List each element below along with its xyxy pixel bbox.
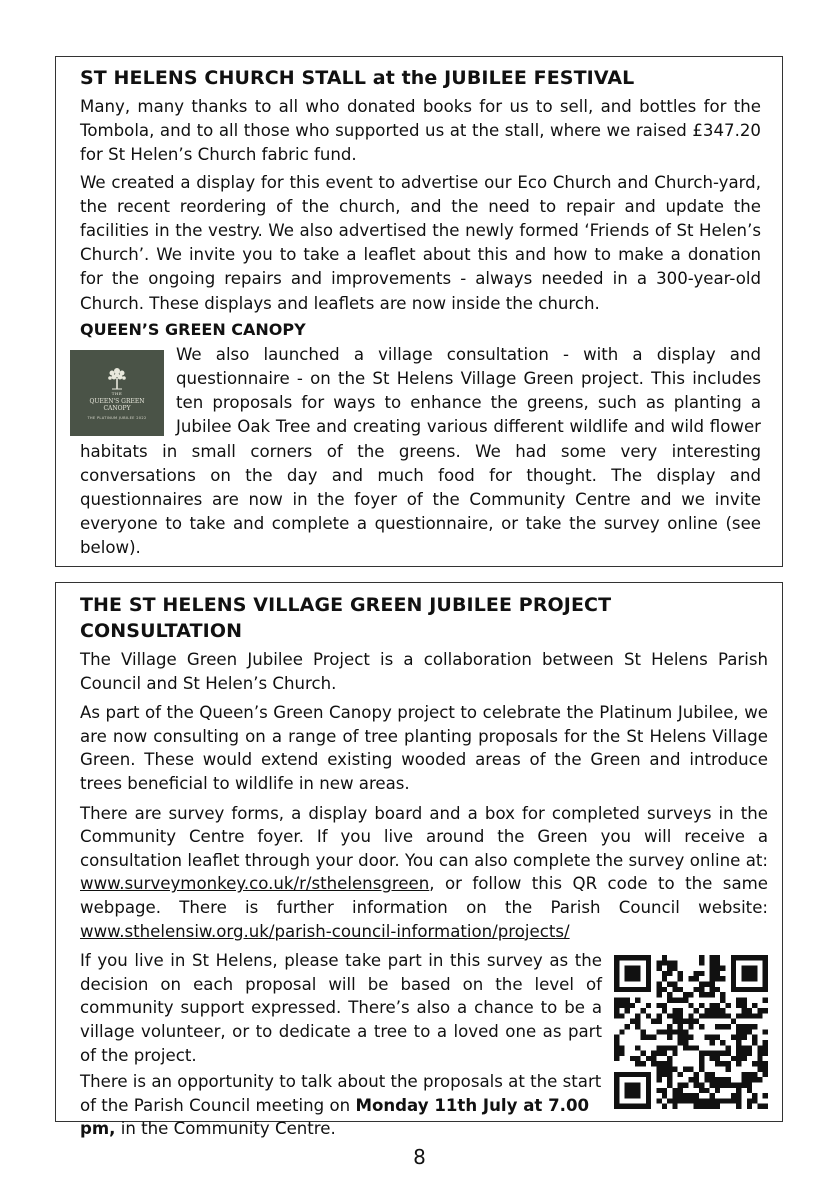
survey-text-b: , or follow this QR code to the same webpage. There is further information on the Parish Council website: <box>80 874 768 917</box>
article-title: THE ST HELENS VILLAGE GREEN JUBILEE PROJECT CONSULTATION <box>80 594 612 642</box>
canopy-paragraph: As part of the Queen’s Green Canopy project to celebrate the Platinum Jubilee, we are now consulting on a range of tree planting proposals for the St Helens Village Green. These would extend existing wooded areas of the Green and introduce trees beneficial to wildlife in new areas. <box>80 703 768 793</box>
consultation-paragraph: We also launched a village consultation - with a display and questionnaire - on the St Helens Village Green project. This includes ten proposals for ways to enhance the greens, such as planting a Jubilee Oak Tree and creating various different wildlife and wild flower habitats in small corners of the greens. We had some very interesting conversations on the day and much food for thought. The display and questionnaires are now in the foyer of the Community Centre and we invite everyone to take and complete a questionnaire, or take the survey online (see below). <box>80 344 761 558</box>
parish-website-link[interactable]: www.sthelensiw.org.uk/parish-council-information/projects/ <box>80 921 570 941</box>
thanks-paragraph: Many, many thanks to all who donated books for us to sell, and bottles for the Tombola, and to all those who supported us at the stall, where we raised £347.20 for St Helen’s Church fabric fund. <box>80 97 761 165</box>
participation-paragraph: If you live in St Helens, please take part in this survey as the decision on each proposal will be based on the level of community support expressed. There’s also a chance to be a village volunteer, or to dedicate a tree to a loved one as part of the project. <box>80 951 602 1065</box>
queens-green-canopy-logo <box>70 350 164 436</box>
meeting-date: Monday 11th July at 7.00 pm, <box>80 1095 590 1139</box>
meeting-text-a: There is an opportunity to talk about the proposals at the start of the Parish Council meeting on <box>80 1072 602 1115</box>
surveymonkey-link[interactable]: www.surveymonkey.co.uk/r/sthelensgreen <box>80 874 430 894</box>
meeting-text-b: in the Community Centre. <box>115 1119 336 1139</box>
subheading: QUEEN’S GREEN CANOPY <box>80 319 306 339</box>
qr-code[interactable] <box>614 954 768 1110</box>
collaboration-paragraph: The Village Green Jubilee Project is a collaboration between St Helens Parish Council and St Helen’s Church. <box>80 650 768 693</box>
village-green-consultation-article <box>55 582 783 1139</box>
article-title: ST HELENS CHURCH STALL at the JUBILEE FESTIVAL <box>80 67 635 89</box>
logo-line-4: THE PLATINUM JUBILEE 2022 <box>87 416 147 421</box>
survey-paragraph <box>80 802 768 944</box>
display-paragraph: We created a display for this event to advertise our Eco Church and Church-yard, the recent reordering of the church, and the need to repair and update the facilities in the vestry. We also advertised the newly formed ‘Friends of St Helen’s Church’. We invite you to take a leaflet about this and how to make a donation for the ongoing repairs and improvements - always needed in a 300-year-old Church. These displays and leaflets are now inside the church. <box>80 172 761 313</box>
page-number: 8 <box>413 1145 426 1169</box>
logo-line-1: THE <box>111 391 123 397</box>
logo-line-2: QUEEN'S GREEN <box>89 398 145 406</box>
survey-text-a: There are survey forms, a display board and a box for completed surveys in the Community Centre foyer. If you live around the Green you will receive a consultation leaflet through your door. You can also complete the survey online at: <box>80 803 768 870</box>
logo-line-3: CANOPY <box>103 405 131 413</box>
tree-icon <box>106 365 128 391</box>
church-stall-article <box>55 56 783 567</box>
